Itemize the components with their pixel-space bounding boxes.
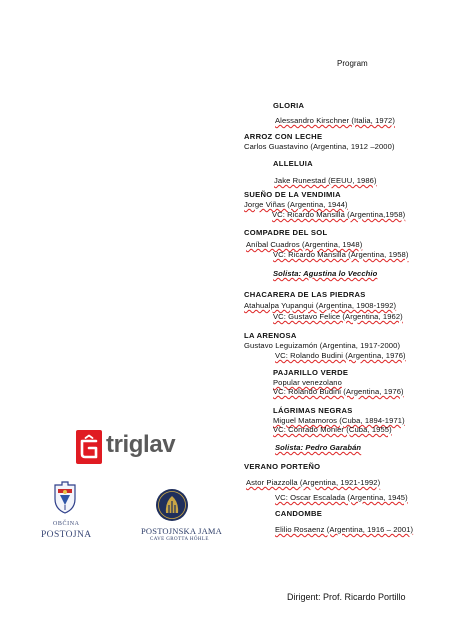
director-credit: Dirigent: Prof. Ricardo Portillo (287, 592, 406, 602)
soloist-line: Solista: Agustina lo Vecchio (273, 269, 378, 278)
piece-title-chacarera-de-las-piedras: CHACARERA DE LAS PIEDRAS (244, 290, 366, 299)
piece-title-alleluia: ALLELUIA (273, 159, 313, 168)
triglav-wordmark: triglav (106, 431, 176, 458)
obcina-label: OBČINA (53, 521, 80, 527)
cave-grotta-label: CAVE GROTTA HÖHLE (150, 537, 209, 542)
piece-title-sueno-de-la-vendimia: SUEÑO DE LA VENDIMIA (244, 190, 341, 199)
piece-arranger-verano-porteno: VC: Oscar Escalada (Argentina, 1945) (275, 493, 408, 502)
piece-arranger-chacarera-de-las-piedras: VC: Gustavo Felice (Argentina, 1962) (273, 312, 403, 321)
piece-composer-verano-porteno: Astor Piazzolla (Argentina, 1921-1992) (246, 478, 381, 487)
piece-composer-sueno-de-la-vendimia: Jorge Viñas (Argentina, 1944) (244, 200, 348, 209)
piece-arranger-compadre-del-sol: VC: Ricardo Mansilla (Argentina, 1958) (273, 250, 409, 259)
piece-arranger-la-arenosa: VC: Rolando Budini (Argentina, 1976) (275, 351, 406, 360)
cave-seal-icon (155, 488, 189, 522)
triglav-logo-icon (76, 430, 102, 464)
piece-title-arroz-con-leche: ARROZ CON LECHE (244, 132, 323, 141)
piece-title-pajarillo-verde: PAJARILLO VERDE (273, 368, 349, 377)
piece-title-candombe: CANDOMBE (275, 509, 323, 518)
piece-composer-la-arenosa: Gustavo Leguizamón (Argentina, 1917-2000) (244, 341, 401, 350)
piece-arranger-pajarillo-verde: VC: Rolando Budini (Argentina, 1976) (273, 387, 404, 396)
piece-arranger-lagrimas-negras: VC: Conrado Monier (Cuba, 1955) (273, 425, 392, 434)
piece-title-verano-porteno: VERANO PORTEÑO (244, 462, 321, 471)
piece-composer-alleluia: Jake Runestad (EEUU, 1986) (274, 176, 377, 185)
piece-composer-chacarera-de-las-piedras: Atahualpa Yupanqui (Argentina, 1908-1992) (244, 301, 397, 310)
piece-composer-compadre-del-sol: Aníbal Cuadros (Argentina, 1948) (246, 240, 363, 249)
postojnska-jama-label: POSTOJNSKA JAMA (141, 526, 223, 536)
piece-title-lagrimas-negras: LÁGRIMAS NEGRAS (273, 406, 353, 415)
piece-title-gloria: GLORIA (273, 101, 305, 110)
piece-composer-arroz-con-leche: Carlos Guastavino (Argentina, 1912 –2000) (244, 142, 395, 151)
page-title: Program (337, 59, 368, 68)
postojna-label: POSTOJNA (41, 530, 92, 540)
piece-composer-pajarillo-verde: Popular venezolano (273, 378, 342, 387)
piece-title-la-arenosa: LA ARENOSA (244, 331, 297, 340)
piece-title-compadre-del-sol: COMPADRE DEL SOL (244, 228, 328, 237)
soloist-line: Solista: Pedro Garabán (275, 443, 362, 452)
piece-composer-candombe: Elilio Rosaenz (Argentina, 1916 – 2001) (275, 525, 414, 534)
coat-of-arms-icon (52, 481, 78, 515)
piece-composer-gloria: Alessandro Kirschner (Italia, 1972) (275, 116, 395, 125)
piece-arranger-sueno-de-la-vendimia: VC: Ricardo Mansilla (Argentina,1958) (272, 210, 406, 219)
piece-composer-lagrimas-negras: Miguel Matamoros (Cuba, 1894-1971) (273, 416, 405, 425)
